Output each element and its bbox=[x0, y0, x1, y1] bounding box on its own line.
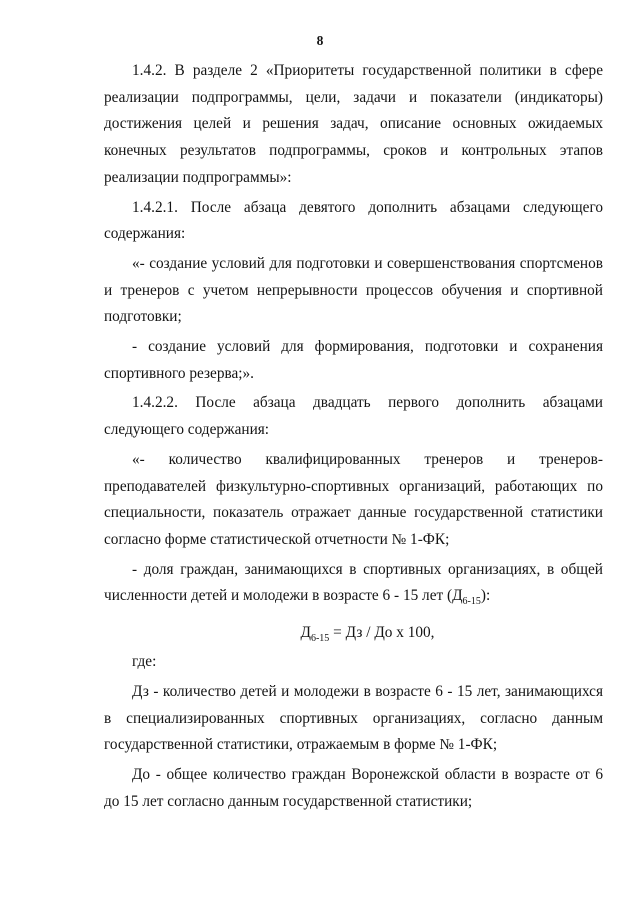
paragraph-quote-athletes: «- создание условий для подготовки и совершенствования спортсменов и тренеров с учетом непрерывности процессов обучения и спортивной подготовки; bbox=[104, 254, 603, 326]
formula-lhs: Д bbox=[300, 624, 311, 642]
document-body bbox=[104, 58, 603, 818]
share-citizens-text: - доля граждан, занимающихся в спортивных организациях, в общей численности детей и молодежи в возрасте 6 - 15 лет (Д bbox=[104, 560, 603, 605]
paragraph-1-4-2: 1.4.2. В разделе 2 «Приоритеты государственной политики в сфере реализации подпрограммы, цели, задачи и показатели (индикаторы) достижения целей и решения задач, описание основных ожидаемых конечных результатов подпрограммы, сроков и контрольных этапов реализации подпрограммы»: bbox=[104, 62, 603, 186]
paragraph-sports-reserve: - создание условий для формирования, подготовки и сохранения спортивного резерва;». bbox=[104, 338, 603, 382]
paragraph-share-citizens bbox=[104, 557, 603, 616]
page-number: 8 bbox=[316, 33, 324, 48]
paragraph-1-4-2-2: 1.4.2.2. После абзаца двадцать первого дополнить абзацами следующего содержания: bbox=[104, 394, 603, 439]
where-label: где: bbox=[132, 653, 157, 671]
formula-lhs-subscript: 6-15 bbox=[310, 633, 330, 645]
share-citizens-end: ): bbox=[480, 587, 491, 605]
formula bbox=[104, 619, 603, 646]
formula-rhs: = Дз / До х 100, bbox=[329, 624, 435, 642]
share-citizens-subscript: 6-15 bbox=[462, 596, 481, 608]
paragraph-do-definition: До - общее количество граждан Воронежской области в возрасте от 6 до 15 лет согласно данным государственной статистики; bbox=[104, 765, 603, 810]
paragraph-dz-definition: Дз - количество детей и молодежи в возрасте 6 - 15 лет, занимающихся в специализированных спортивных организациях, согласно данным государственной статистики, отражаемым в форме № 1-ФК; bbox=[104, 682, 603, 754]
paragraph-1-4-2-1: 1.4.2.1. После абзаца девятого дополнить абзацами следующего содержания: bbox=[104, 198, 603, 243]
paragraph-quote-coaches: «- количество квалифицированных тренеров и тренеров-преподавателей физкультурно-спортивных организаций, работающих по специальности, показатель отражает данные государственной статистики согласно форме статистической отчетности № 1-ФК; bbox=[104, 450, 603, 548]
